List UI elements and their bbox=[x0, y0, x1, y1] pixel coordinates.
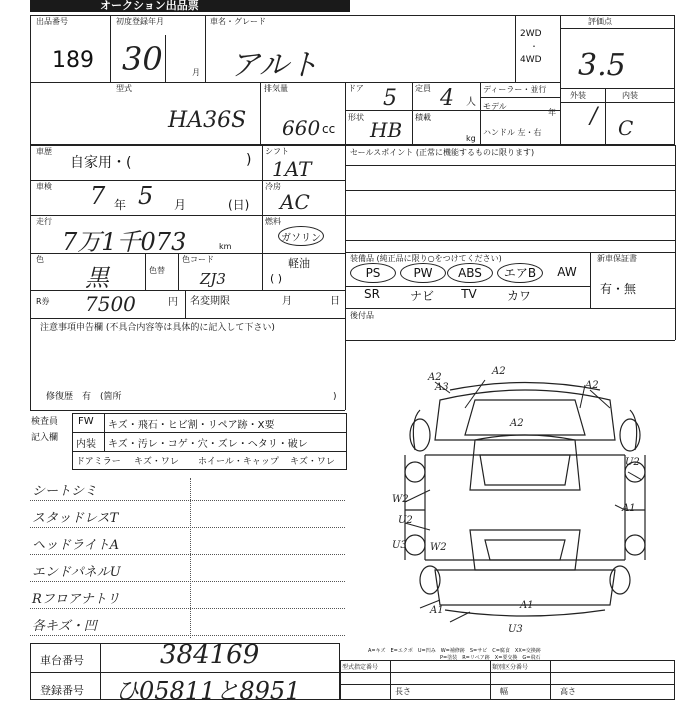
equipment-item: SR bbox=[364, 287, 380, 301]
header-title: オークション出品票 bbox=[100, 0, 199, 12]
inspector-fw: FW bbox=[78, 416, 94, 427]
color-label: 色 bbox=[36, 255, 44, 264]
first-reg-month: 月 bbox=[192, 68, 200, 77]
inspector-mirror: ドアミラー bbox=[76, 457, 121, 467]
repair-close: ) bbox=[333, 392, 337, 402]
score-int-label: 内装 bbox=[622, 91, 638, 100]
reg-value: ひ05811と8951 bbox=[115, 677, 301, 705]
damage-mark: A2 bbox=[428, 372, 442, 383]
displacement-label: 排気量 bbox=[264, 84, 288, 93]
dealer-model-year: モデル bbox=[483, 102, 507, 111]
shift-value: 1AT bbox=[272, 157, 312, 181]
recycle-value: 7500 bbox=[85, 292, 136, 316]
equipment-label: 装備品 (純正品に限り○をつけてください) bbox=[350, 254, 502, 263]
seats-value: 4 bbox=[440, 86, 454, 111]
name-change-day: 日 bbox=[330, 296, 340, 307]
equipment-item: TV bbox=[461, 287, 477, 301]
chassis-label: 車台番号 bbox=[40, 654, 84, 667]
sales-point-label: セールスポイント (正常に機能するものに限ります) bbox=[350, 148, 535, 157]
doors-label: ドア bbox=[348, 84, 364, 93]
doors-value: 5 bbox=[383, 86, 397, 111]
damage-mark: A3 bbox=[435, 382, 449, 393]
score-ext-label: 外装 bbox=[570, 91, 586, 100]
reg-label: 登録番号 bbox=[40, 684, 84, 697]
chassis-value: 384169 bbox=[160, 640, 260, 670]
inspection-day: (日) bbox=[228, 198, 250, 212]
model-value: HA36S bbox=[168, 108, 247, 133]
damage-mark: A1 bbox=[622, 503, 636, 514]
body-type-label: 形状 bbox=[348, 113, 364, 122]
mileage-unit: km bbox=[219, 242, 232, 251]
load-label: 積載 bbox=[415, 113, 431, 122]
inspector-fw-items: キズ・飛石・ヒビ割・リペア跡・X要 bbox=[108, 420, 275, 431]
equipment-item: エアB bbox=[497, 263, 543, 283]
seats-label: 定員 bbox=[415, 84, 431, 93]
inspector-interior: 内装 bbox=[76, 439, 96, 450]
car-diagram bbox=[380, 360, 670, 640]
score-int-value: C bbox=[618, 116, 634, 140]
inspection-year: 7 bbox=[90, 182, 106, 210]
fuel-paren: ( ) bbox=[270, 272, 283, 285]
body-type-value: HB bbox=[370, 118, 403, 142]
damage-mark: A1 bbox=[520, 600, 534, 611]
equipment-item: AW bbox=[557, 265, 577, 279]
spec-hgt: 高さ bbox=[560, 687, 576, 696]
equipment-item: ナビ bbox=[409, 289, 434, 303]
inspector-label-2: 記入欄 bbox=[31, 433, 59, 443]
steering-label: ハンドル 左・右 bbox=[483, 128, 542, 137]
inspector-wheel-items: キズ・ワレ bbox=[290, 457, 335, 467]
displacement-value: 660 bbox=[282, 116, 321, 140]
inspection-label: 車検 bbox=[36, 182, 52, 191]
spec-wid: 幅 bbox=[500, 687, 508, 696]
name-change-label: 名変期限 bbox=[190, 296, 230, 307]
color-code-value: ZJ3 bbox=[200, 270, 226, 288]
usage-value: 自家用・( bbox=[70, 155, 132, 171]
dealer-year-suffix: 年 bbox=[548, 108, 556, 117]
inspector-label-1: 検査員 bbox=[31, 417, 59, 427]
usage-label: 車歴 bbox=[36, 147, 52, 156]
score-value: 3.5 bbox=[578, 48, 626, 83]
dealer-label: ディーラー・並行 bbox=[483, 85, 547, 94]
drive-2wd: 2WD bbox=[520, 29, 542, 39]
spec-mark1: 型式指定番号 bbox=[342, 664, 379, 671]
spec-len: 長さ bbox=[395, 687, 411, 696]
car-name-value: アルト bbox=[230, 48, 319, 83]
remark-item: シートシミ bbox=[32, 484, 98, 499]
inspection-year-suffix: 年 bbox=[114, 198, 127, 212]
fuel-value: ガソリン bbox=[281, 233, 321, 244]
recycle-label: R券 bbox=[36, 297, 50, 306]
diagram-legend-2: P=塗装 R=リペア跡 X=要交換 G=飛石 bbox=[440, 655, 541, 661]
damage-mark: U3 bbox=[508, 624, 523, 635]
equipment-item: カワ bbox=[506, 289, 531, 303]
fuel-diesel: 軽油 bbox=[288, 257, 310, 270]
displacement-unit: cc bbox=[322, 122, 336, 136]
new-warranty-label: 新車保証書 bbox=[597, 254, 637, 263]
damage-mark: U3 bbox=[392, 540, 407, 551]
color-value: 黒 bbox=[85, 264, 109, 292]
fuel-label: 燃料 bbox=[265, 217, 281, 226]
drive-dot: ・ bbox=[530, 42, 538, 51]
remark-item: スタッドレスT bbox=[32, 511, 119, 526]
car-name-label: 車名・グレード bbox=[210, 17, 266, 26]
model-label: 型式 bbox=[116, 84, 132, 93]
damage-mark: A2 bbox=[585, 380, 599, 391]
damage-mark: A2 bbox=[510, 418, 524, 429]
inspection-month: 5 bbox=[138, 182, 154, 210]
remark-item: 各キズ・凹 bbox=[32, 619, 97, 634]
first-reg-year: 30 bbox=[122, 40, 163, 78]
usage-close: ) bbox=[246, 152, 252, 168]
equipment-item: PS bbox=[350, 263, 396, 283]
spec-mark2: 類別区分番号 bbox=[492, 664, 529, 671]
score-label: 評価点 bbox=[588, 17, 612, 26]
aftermarket-label: 後付品 bbox=[350, 311, 374, 320]
lot-value: 189 bbox=[52, 48, 94, 73]
damage-mark: W2 bbox=[430, 542, 447, 553]
inspector-interior-items: キズ・汚レ・コゲ・穴・ズレ・ヘタリ・破レ bbox=[108, 439, 308, 450]
color-change-label: 色替 bbox=[149, 266, 165, 275]
damage-mark: W2 bbox=[392, 494, 409, 505]
remark-item: ヘッドライトA bbox=[32, 538, 119, 553]
inspection-month-suffix: 月 bbox=[174, 198, 187, 212]
equipment-item: PW bbox=[400, 263, 446, 283]
inspector-wheel: ホイール・キャップ bbox=[198, 457, 279, 467]
load-unit: kg bbox=[466, 134, 476, 143]
remark-item: Rフロアナトリ bbox=[32, 592, 120, 607]
seats-unit: 人 bbox=[466, 97, 476, 108]
diagram-legend-1: A=キズ E=エクボ U=凹み W=補修跡 S=サビ C=腐食 XX=交換跡 bbox=[368, 648, 541, 654]
new-warranty-value: 有・無 bbox=[600, 282, 637, 296]
ac-label: 冷房 bbox=[265, 182, 281, 191]
shift-label: シフト bbox=[265, 147, 289, 156]
damage-mark: U2 bbox=[398, 515, 413, 526]
ac-value: AC bbox=[280, 190, 310, 214]
first-reg-label: 初度登録年月 bbox=[116, 17, 164, 26]
drive-4wd: 4WD bbox=[520, 55, 542, 65]
color-code-label: 色コード bbox=[182, 255, 214, 264]
notes-label: 注意事項申告欄 (不具合内容等は具体的に記入して下さい) bbox=[40, 323, 275, 333]
damage-mark: A2 bbox=[492, 366, 506, 377]
remark-item: エンドパネルU bbox=[32, 565, 121, 580]
repair-history: 修復歴 有 (箇所 bbox=[46, 392, 122, 402]
lot-label: 出品番号 bbox=[36, 17, 68, 26]
recycle-unit: 円 bbox=[168, 297, 178, 308]
name-change-month: 月 bbox=[282, 296, 292, 307]
mileage-value: 7万1千073 bbox=[62, 228, 187, 256]
inspector-mirror-items: キズ・ワレ bbox=[134, 457, 179, 467]
mileage-label: 走行 bbox=[36, 217, 52, 226]
damage-mark: U2 bbox=[625, 457, 640, 468]
damage-mark: A1 bbox=[430, 605, 444, 616]
equipment-item: ABS bbox=[447, 263, 493, 283]
score-ext-value: / bbox=[590, 104, 598, 129]
